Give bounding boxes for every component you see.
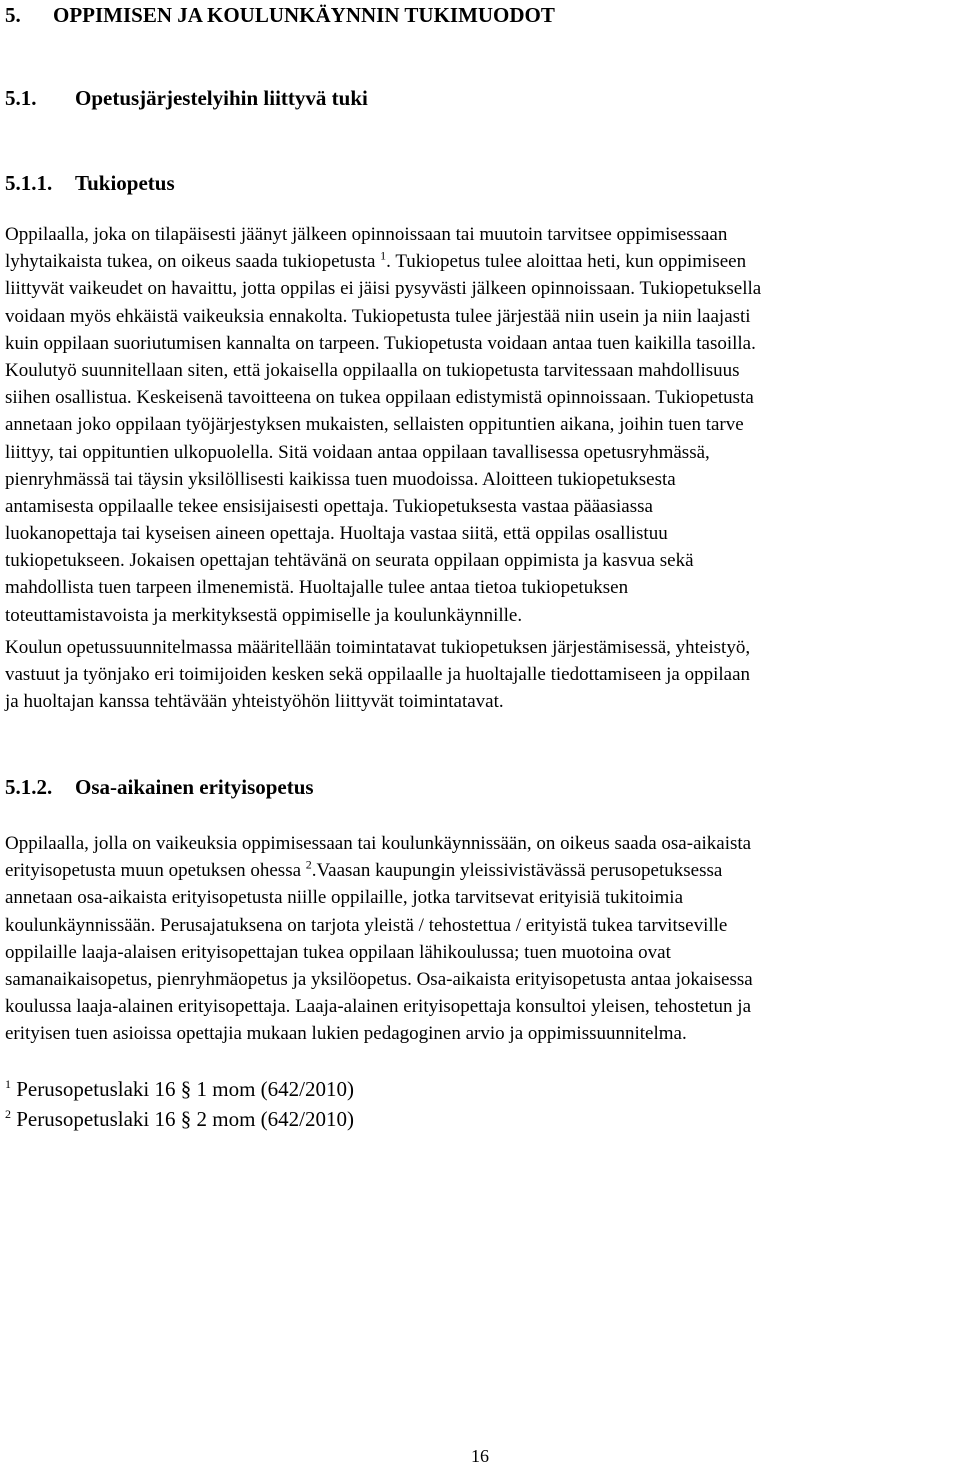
line-text: liittyy, tai oppituntien ulkopuolella. Sitä voidaan antaa oppilaan tavallisessa opetusryhmässä, — [5, 441, 710, 463]
heading-section-5-1 — [5, 86, 368, 110]
line-text-continued: .Vaasan kaupungin yleissivistävässä perusopetuksessa — [311, 860, 723, 882]
footnote-reference: 2 — [305, 857, 312, 872]
line-text: Oppilaalla, jolla on vaikeuksia oppimisessaan tai koulunkäynnissään, on oikeus saada osa-aikaista — [5, 833, 752, 854]
heading-number: 5.1.1. — [5, 171, 53, 195]
line-text: erityisen tuen asioissa opettajia mukaan lukien pedagoginen arvio ja oppimissuunnitelma. — [5, 1023, 687, 1045]
line-text: mahdollista tuen tarpeen ilmenemistä. Huoltajalle tulee antaa tietoa tukiopetuksen — [5, 577, 629, 599]
footnote-reference: 1 — [380, 248, 387, 263]
line-text: koulunkäynnissään. Perusajatuksena on tarjota yleistä / tehostettua / erityistä tukea tarvitseville — [5, 914, 728, 936]
footnote-marker: 2 — [5, 1107, 11, 1121]
heading-number: 5.1. — [5, 86, 37, 110]
line-text: toteuttamistavoista ja merkityksestä oppimiselle ja koulunkäynnille. — [5, 604, 523, 626]
footnote — [5, 1074, 354, 1104]
text-line — [5, 661, 955, 688]
text-line — [5, 939, 955, 966]
text-line — [5, 688, 955, 715]
text-line — [5, 439, 955, 466]
line-text: vastuut ja työnjako eri toimijoiden kesken sekä oppilaalle ja huoltajalle tiedottamiseen ja oppilaan — [5, 664, 751, 686]
line-text: oppilaille laaja-alaisen erityisopettajan tukea oppilaan lähikoulussa; tuen muotoina ovat — [5, 941, 671, 963]
paragraph-opetussuunnitelma — [5, 634, 955, 716]
line-text: erityisopetusta muun opetuksen ohessa — [5, 860, 306, 882]
line-text: voidaan myös ehkäistä vaikeuksia ennakolta. Tukiopetusta tulee järjestää niin usein ja niin laajasti — [5, 305, 751, 327]
text-line — [5, 330, 955, 357]
text-line — [5, 884, 955, 911]
line-text: Koulutyö suunnitellaan siten, että jokaisella oppilaalla on tukiopetusta tarvitessaan mahdollisuus — [5, 359, 740, 381]
heading-number: 5. — [5, 3, 21, 27]
line-text: koulussa laaja-alainen erityisopettaja. Laaja-alainen erityisopettaja konsultoi yleisen, tehostetun ja — [5, 996, 752, 1018]
line-text: lyhytaikaista tukea, on oikeus saada tukiopetusta — [5, 251, 381, 273]
text-line — [5, 857, 955, 884]
footnote-text: Perusopetuslaki 16 § 2 mom (642/2010) — [11, 1107, 354, 1131]
text-line — [5, 384, 955, 411]
line-text: annetaan osa-aikaista erityisopetusta niille oppilaille, jotka tarvitsevat erityisiä tukitoimia — [5, 887, 683, 909]
text-line — [5, 520, 955, 547]
text-line — [5, 830, 955, 857]
line-text: siihen osallistua. Keskeisenä tavoitteena on tukea oppilaan edistymistä opinnoissaan. Tukiopetusta — [5, 387, 754, 409]
footnote — [5, 1104, 354, 1134]
paragraph-tukiopetus — [5, 221, 955, 629]
heading-title: Osa-aikainen erityisopetus — [75, 775, 314, 799]
heading-section-5 — [5, 3, 555, 27]
footnote-text: Perusopetuslaki 16 § 1 mom (642/2010) — [11, 1077, 354, 1101]
text-line — [5, 221, 955, 248]
text-line — [5, 602, 955, 629]
text-line — [5, 493, 955, 520]
line-text: tukiopetukseen. Jokaisen opettajan tehtävänä on seurata oppilaan oppimista ja kasvua sekä — [5, 550, 694, 572]
paragraph-osa-aikainen — [5, 830, 955, 1048]
text-line — [5, 411, 955, 438]
line-text: Oppilaalla, joka on tilapäisesti jäänyt jälkeen opinnoissaan tai muutoin tarvitsee oppimisessaan — [5, 224, 728, 245]
text-line — [5, 547, 955, 574]
heading-section-5-1-1 — [5, 171, 175, 195]
line-text: Koulun opetussuunnitelmassa määritellään toimintatavat tukiopetuksen järjestämisessä, yhteistyö, — [5, 637, 751, 658]
text-line — [5, 1020, 955, 1047]
line-text: luokanopettaja tai kyseisen aineen opettaja. Huoltaja vastaa siitä, että oppilas osallistuu — [5, 523, 668, 545]
line-text: antamisesta oppilaalle tekee ensisijaisesti opettaja. Tukiopetuksesta vastaa pääasiassa — [5, 495, 653, 517]
heading-title: OPPIMISEN JA KOULUNKÄYNNIN TUKIMUODOT — [53, 3, 555, 27]
line-text: liittyvät vaikeudet on havaittu, jotta oppilas ei jäisi pysyvästi jälkeen opinnoissaan. Tukiopetuksella — [5, 278, 762, 300]
heading-title: Tukiopetus — [75, 171, 175, 195]
line-text-continued: . Tukiopetus tulee aloittaa heti, kun oppimiseen — [386, 251, 747, 273]
text-line — [5, 912, 955, 939]
footnote-marker: 1 — [5, 1077, 11, 1091]
text-line — [5, 993, 955, 1020]
text-line — [5, 248, 955, 275]
heading-number: 5.1.2. — [5, 775, 53, 799]
text-line — [5, 466, 955, 493]
line-text: ja huoltajan kanssa tehtävään yhteistyöhön liittyvät toimintatavat. — [5, 691, 504, 713]
line-text: annetaan joko oppilaan työjärjestyksen mukaisten, sellaisten oppituntien aikana, joihin tuen tarve — [5, 414, 744, 436]
text-line — [5, 574, 955, 601]
text-line — [5, 275, 955, 302]
line-text: pienryhmässä tai täysin yksilöllisesti kaikissa tuen muodoissa. Aloitteen tukiopetuksesta — [5, 468, 676, 490]
text-line — [5, 634, 955, 661]
text-line — [5, 303, 955, 330]
line-text: samanaikaisopetus, pienryhmäopetus ja yksilöopetus. Osa-aikaista erityisopetusta antaa jokaisessa — [5, 968, 753, 990]
text-line — [5, 966, 955, 993]
line-text: kuin oppilaan suoriutumisen kannalta on tarpeen. Tukiopetusta voidaan antaa tuen kaikilla tasoilla. — [5, 332, 756, 354]
heading-section-5-1-2 — [5, 775, 314, 799]
heading-title: Opetusjärjestelyihin liittyvä tuki — [75, 86, 368, 110]
footnotes — [5, 1074, 354, 1134]
text-line — [5, 357, 955, 384]
page-number: 16 — [471, 1446, 489, 1466]
